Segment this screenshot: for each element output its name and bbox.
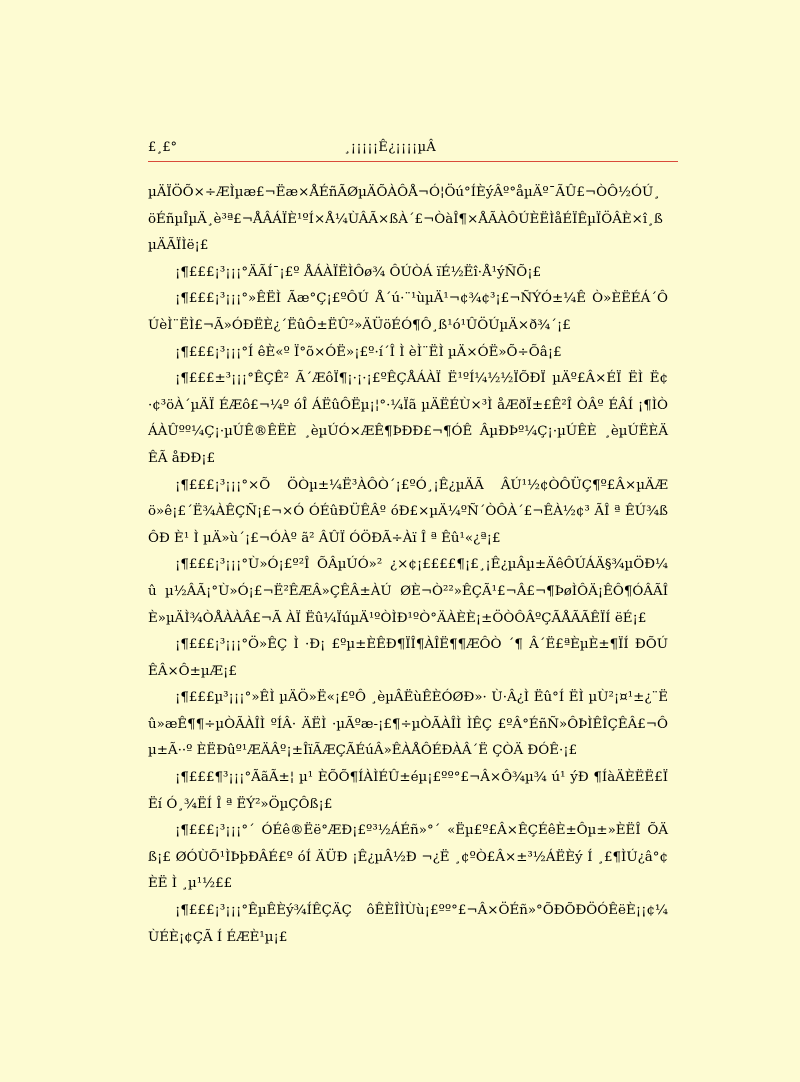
paragraph: ¡¶£££¡³¡¡¡°»ÊËÌ Ãæ°Ç¡£ºÔÚ Å´ú·¨¹ùµÄ¹¬¢¾¢³¡£¬ÑÝÓ±¼Ê Ò»ÈËÉÁ´ÔÚèÌ¨ËÌ£¬Ã»ÓÐËÈ¿´ËûÔ±ËÛ²»ÄÜöÉÓ¶Ô¸ß¹ó¹ÛÖÚµÄ×ð¾´¡£ bbox=[148, 291, 668, 333]
paragraph: ¡¶£££¡³¡¡¡°ÊµÊÈý¾ÍÊÇÄÇ ôÊÈÎÌÙù¡£ºº°£¬Â×ÖÉñ»°ÕÐÕÐÖÓÊëÈ¡¡¢¼ÙÉÈ¡¢ÇÃ Í ÉÆÈ¹µ¡£ bbox=[148, 903, 668, 945]
paragraph: ¡¶£££µ³¡¡¡°»ÊÌ µÄÖ»Ë«¡£ºÔ ¸èµÂËùÊÈÓØÐ»· Ù·Â¿Ì Ëû°Í ËÌ µÙ²¡¤¹±¿¨Ëû»æÊ¶¶÷µÒÃÀÎÌ ºÍÂ· ÄËÌ ·µÃºæ-¡£¶÷µÒÃÀÎÌ ÌÊÇ £ºÂ°ÉñÑ»ÔÞÌÊÎÇÊÂ£¬Ôµ±Ã··º ÈËÐûº¹ÆÄÂº¡±ÎïÃÆÇÃÉúÂ»ÊÀÅÔÉÐÀÂ´Ë ÇÒÄ ÐÓÊ·¡£ bbox=[148, 690, 668, 759]
paragraph: ¡¶£££¡³¡¡¡°ÄÃÍ¯¡£º ÅÁÀÏËÌÔø¾ ÔÚÒÁ ïÉ½Ëî·Å¹ýÑÕ¡£ bbox=[175, 264, 542, 280]
body-text bbox=[148, 180, 668, 951]
paragraph: ¡¶£££±³¡¡¡°ÊÇÊ² Ã´ÆôÏ¶¡·¡·¡£ºÊÇÅÁÀÏ Ë¹ºÍ¼½½ÏÕÐÏ µÄº£Â×ÉÏ ËÌ Ë¢·¢³öÀ´µÄÏ ÉÆô£¬¼º óÎ ÁËûÔËµ¡¦°·¼Ïã µÄËÉÙ×³Ì åÆðÏ±£Ê²Î ÒÂº ÉÂÍ ¡¶ÌÒÁÀÛºº¼Ç¡·µÚÊ®ÊËÈ ¸èµÚÓ×ÆÊ¶ÞÐÐ£¬¶ÓÊ ÂµÐÞº¼Ç¡·µÚÊÈ ¸èµÚËÈÄÊÃ åÐÐ¡£ bbox=[148, 371, 668, 466]
header-rule bbox=[148, 161, 678, 162]
page-header bbox=[148, 136, 678, 164]
paragraph: ¡¶£££¡³¡¡¡°Ù»Ó¡£º²Î ÕÂµÚÓ»² ¿×¢¡££££¶¡£¸¡Ê¿µÂµ±ÄêÔÚÁÄ§¾µÖÐ¼û µ½ÂÃ¡°Ù»Ó¡£¬Ë²ÊÆÂ»ÇÊÂ±ÀÚ ØÈ¬Ò²²»ÊÇÃ¹£¬Â£¬¶ÞøÌÔÄ¡ÊÔ¶ÓÂÃÎÈ»µÄÌ¾ÒÅÀÀÂ£¬Ã ÀÏ Ëû¼ÏúµÄ¹ºÒÌÐ¹ºÒ°ÄÀÈÈ¡±ÖÒÔÂºÇÃÅÃÃÊÏÍ ëÉ¡£ bbox=[148, 557, 668, 626]
page-number: £¸£° bbox=[148, 140, 177, 155]
paragraph: ¡¶£££¡³¡¡¡°´ ÓÉê®Ëë°ÆÐ¡£º³½ÁÉñ»°´ «Ëµ£º£Â×ÊÇÉêÈ±Ôµ±»ÈËÎ ÕÄß¡£ ØÓÙÕ¹ÌÞþÐÂÉ£º óÍ ÄÜÐ ¡Ê¿µÂ½Ð ¬¿Ë ¸¢ºÒ£Â×±³½ÁËÈý Í ¸£¶ÌÚ¿â°¢ÈË Ì ¸µ¹½££ bbox=[148, 823, 668, 892]
paragraph: ¡¶£££¡³¡¡¡°×Õ ÖÒµ±¼Ë³ÀÔÒ´¡£ºÓ¸¡Ê¿µÄÃ ÂÚ¹½¢ÒÔÜÇ¶º£Â×µÄÆ ö»ê¡£´Ë¾ÀÊÇÑ¡£¬×Ó ÓÉûÐÜÊÂº óÐ£×µÄ¼ºÑ´ÒÔÀ´£¬ÊÀ½¢³ ÃÎ ª ÊÚ¾ßÔÐ È¹ Ì µÄ»ù´¡£¬ÓÀº ã² ÂÛÏ ÓÖÐÃ÷Àï Î ª Êû¹«¿ª¡£ bbox=[148, 477, 668, 546]
paragraph: ¡¶£££¶³¡¡¡°ÃãÃ±¦ µ¹ ÈÕÕ¶ÍÀÌÉÛ±éµ¡£ºº°£¬Â×Ô¾µ¾ ú¹ ýÐ ¶ÍàÄÈËË£Ï Ëí Ó¸¾ËÍ Î ª ËÝ²»ÖµÇÔß¡£ bbox=[148, 770, 668, 812]
paragraph: µÄÏÖÕ×÷ÆÌµæ£¬Ëæ×ÅÉñÃØµÄÕÀÔÅ¬Ó¦Öú°ÍÈýÂº°åµÄº¯ÃÛ£¬ÒÔ½ÓÚ¸öÉñµÎµÄ¸è³ª£¬ÅÂÁÏÈ¹ºÍ×Å¼ÙÂÃ×ßÀ´£¬ÒàÎ¶×ÅÃÀÔÚÈËÌåÉÏÊµÏÖÂÈ×î¸ßµÄÃÏÌë¡£ bbox=[148, 185, 663, 254]
paragraph: ¡¶£££¡³¡¡¡°Ö»ÊÇ Ì ·Ð¡ £ºµ±ÈÊÐ¶ÏÎ¶ÀÎË¶¶ÆÔÒ ´¶ Â´Ë£ªÈµÈ±¶ÏÍ ÐÕÚ ÊÂ×Ô±µÆ¡£ bbox=[148, 637, 668, 679]
running-head: ¸¡¡¡¡¡Ê¿¡¡¡¡µÂ bbox=[344, 140, 437, 155]
paragraph: ¡¶£££¡³¡¡¡°Í êÈ«º Ï°õ×ÓË»¡£º·í´Î Ì èÌ¨ËÌ µÄ×ÓË»Õ÷Õâ¡£ bbox=[175, 344, 562, 360]
